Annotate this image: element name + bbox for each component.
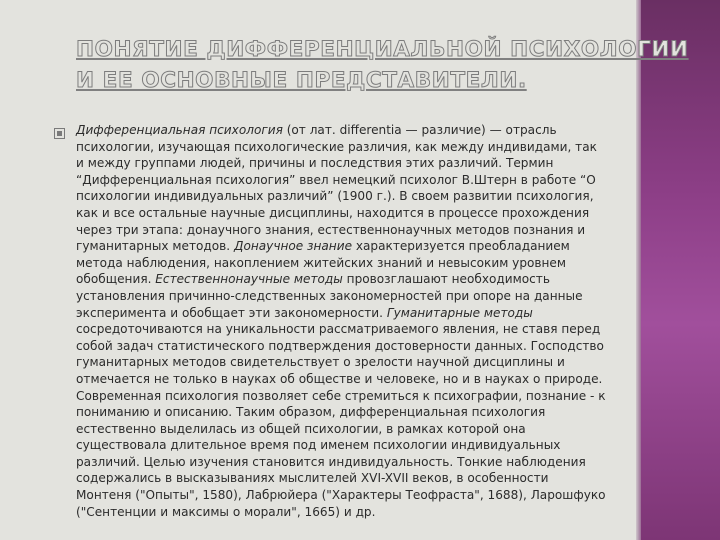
term-humanitarian-methods: Гуманитарные методы: [386, 305, 533, 320]
paragraph-text-part: провозглашают необходимость установления причинно-следственных закономерностей при опоре на данные эксперимента и обобщает эти закономерности.: [76, 272, 583, 320]
square-bullet-icon: [54, 128, 65, 139]
term-differential-psychology: Дифференциальная психология: [76, 123, 283, 137]
paragraph-text-part: (от лат. differentia — различие) — отрасль психологии, изучающая психологические различия, как между индивидами, так и между группами людей, причины и последствия этих различий. Термин “Дифференциальная психология” ввел немецкий психолог В.Штерн в работе “О психологии индивидуальных различий” (1900 г.). В своем развитии психология, как и все остальные научные дисциплины, находится в процессе прохождения через три этапа: донаучного знания, естественнонаучных методов познания и гуманитарных методов.: [76, 123, 597, 254]
term-natural-science-methods: Естественнонаучные методы: [155, 272, 343, 287]
paragraph-text-part: сосредоточиваются на уникальности рассматриваемого явления, не ставя перед собой задач статистического подтверждения достоверности данных. Господство гуманитарных методов свидетельствует о зрелости научной дисциплины и отмечается не только в науках об обществе и человеке, но и в науках о природе. Современная психология позволяет себе стремиться к психографии, познание - к пониманию и описанию. Таким образом, дифференциальная психология естественно выделилась из общей психологии, в рамках которой она существовала длительное время под именем психологии индивидуальных различий. Целью изучения становится индивидуальность. Тонкие наблюдения содержались в высказываниях мыслителей XVI-XVII веков, в особенности Монтеня ("Опыты", 1580), Лабрюйера ("Характеры Теофраста", 1688), Ларошфуко ("Сентенции и максимы о морали", 1665) и др.: [76, 322, 606, 519]
slide-body-paragraph: [76, 122, 606, 520]
paragraph-text-part: характеризуется преобладанием метода наблюдения, накоплением житейских знаний и невысоким уровнем обобщения.: [76, 239, 570, 287]
slide-title: ПОНЯТИЕ ДИФФЕРЕНЦИАЛЬНОЙ ПСИХОЛОГИИ И ЕЕ ОСНОВНЫЕ ПРЕДСТАВИТЕЛИ.: [76, 37, 689, 93]
term-prescientific-knowledge: Донаучное знание: [234, 239, 353, 254]
